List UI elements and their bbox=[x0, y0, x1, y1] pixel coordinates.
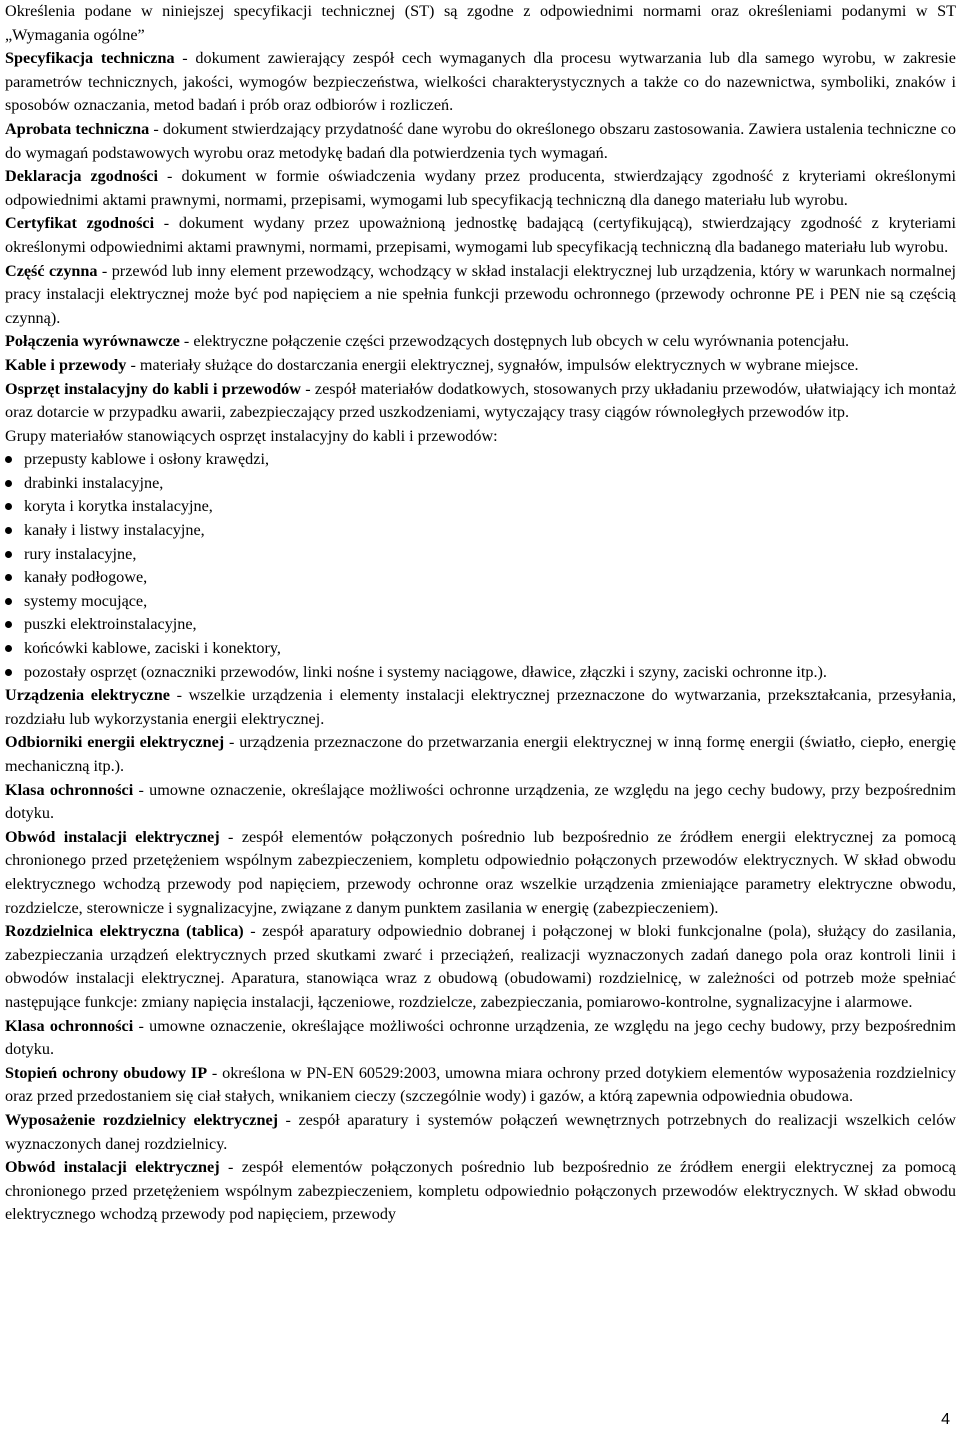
definition-term: Obwód instalacji elektrycznej bbox=[5, 827, 220, 846]
definition-klasa-ochronnosci bbox=[5, 779, 956, 826]
definition-term: Rozdzielnica elektryczna (tablica) bbox=[5, 922, 244, 941]
list-item: drabinki instalacyjne, bbox=[5, 472, 956, 496]
definition-term: Osprzęt instalacyjny do kabli i przewodów bbox=[5, 379, 301, 398]
bullet-icon bbox=[5, 480, 12, 487]
definition-specyfikacja bbox=[5, 47, 956, 118]
definition-polaczenia bbox=[5, 330, 956, 354]
definition-text: - zespół elementów połączonych pośrednio lub bezpośrednio ze źródłem energii elektrycznej za pomocą chronionego przed przetężeniem wspólnym zabezpieczeniem, kompletu odpowiednio połączonych przewodów elektrycznych. W skład obwodu elektrycznego wchodzą przewody pod napięciem, przewody bbox=[5, 1158, 956, 1224]
bullet-icon bbox=[5, 621, 12, 628]
definition-wyposazenie bbox=[5, 1109, 956, 1156]
groups-intro: Grupy materiałów stanowiących osprzęt instalacyjny do kabli i przewodów: bbox=[5, 426, 498, 445]
definition-text: - zespół elementów połączonych pośrednio lub bezpośrednio ze źródłem energii elektrycznej za pomocą chronionego przed przetężeniem wspólnym zabezpieczeniem, kompletu odpowiednio połączonych przewodów elektrycznych. W skład obwodu elektrycznego wchodzą przewody pod napięciem, przewody ochronne oraz wszelkie urządzenia zmieniające parametry elektryczne obwodu, rozdzielcze, sterownicze i sygnalizacyjne, związane z danym punktem zasilania w energię (zabezpieczeniem). bbox=[5, 827, 956, 917]
definition-text: - zespół materiałów dodatkowych, stosowanych przy układaniu przewodów, ułatwiający ich montaż oraz dotarcie w przypadku awarii, zabezpieczający przed uszkodzeniami, wytyczający trasy ciągów równoległych przewodów itp. bbox=[5, 379, 957, 422]
definition-kable bbox=[5, 354, 956, 378]
definition-text: - umowne oznaczenie, określające możliwości ochronne urządzenia, ze względu na jego cechy budowy, przy bezpośrednim dotyku. bbox=[5, 1016, 956, 1059]
intro-paragraph: Określenia podane w niniejszej specyfikacji technicznej (ST) są zgodne z odpowiednimi normami oraz określeniami podanymi w ST „Wymagania ogólne” bbox=[5, 2, 956, 44]
definition-term: Kable i przewody bbox=[5, 355, 127, 374]
definition-text: - dokument w formie oświadczenia wydany przez producenta, stwierdzający zgodność z kryteriami określonymi odpowiednimi aktami prawnymi, normami, przepisami, wymogami lub specyfikacją techniczną dla danego materiału lub wyrobu. bbox=[5, 167, 956, 209]
definition-term: Połączenia wyrównawcze bbox=[5, 332, 180, 351]
bullet-icon bbox=[5, 645, 12, 652]
definition-certyfikat bbox=[5, 212, 956, 259]
document-page bbox=[5, 0, 956, 1227]
list-item: pozostały osprzęt (oznaczniki przewodów, linki nośne i systemy naciągowe, dławice, złączki i szyny, zaciski ochronne itp.). bbox=[5, 661, 956, 685]
definition-klasa-ochronnosci-2 bbox=[5, 1015, 956, 1062]
definition-text: - umowne oznaczenie, określające możliwości ochronne urządzenia, ze względu na jego cechy budowy, przy bezpośrednim dotyku. bbox=[5, 780, 956, 823]
definition-text: - dokument zawierający zespół cech wymaganych dla procesu wytwarzania lub dla samego wyrobu, w zakresie parametrów technicznych, jakości, wymogów bezpieczeństwa, wielkości charakterystycznych a także co do nazewnictwa, symboliki, znaków i sposobów oznaczania, metod badań i prób oraz odbiorów i rozliczeń. bbox=[5, 49, 956, 115]
list-item: systemy mocujące, bbox=[5, 590, 956, 614]
definition-term: Aprobata techniczna bbox=[5, 119, 150, 138]
definition-term: Odbiorniki energii elektrycznej bbox=[5, 733, 225, 752]
bullet-icon bbox=[5, 503, 12, 510]
definition-text: - materiały służące do dostarczania energii elektrycznej, sygnałów, impulsów elektrycznych w wybrane miejsce. bbox=[126, 355, 859, 374]
definition-term: Część czynna bbox=[5, 261, 98, 280]
definition-text: - przewód lub inny element przewodzący, wchodzący w skład instalacji elektrycznej lub urządzenia, który w warunkach normalnej pracy instalacji elektrycznej może być pod napięciem a nie spełnia funkcji przewodu ochronnego (przewody ochronne PE i PEN nie są częścią czynną). bbox=[5, 261, 957, 327]
list-item: kanały podłogowe, bbox=[5, 566, 956, 590]
definition-osprzet bbox=[5, 378, 956, 425]
definition-term: Klasa ochronności bbox=[5, 780, 134, 799]
groups-list bbox=[5, 448, 956, 684]
definition-czesc-czynna bbox=[5, 260, 956, 331]
definition-text: - wszelkie urządzenia i elementy instalacji elektrycznej przeznaczone do wytwarzania, przekształcania, przesyłania, rozdziału lub wykorzystania energii elektrycznej. bbox=[5, 686, 956, 728]
list-item: puszki elektroinstalacyjne, bbox=[5, 613, 956, 637]
list-item: rury instalacyjne, bbox=[5, 543, 956, 567]
definition-odbiorniki bbox=[5, 731, 956, 778]
definition-text: - zespół aparatury odpowiednio dobranej i połączonej w bloki funkcjonalne (pola), służący do zasilania, zabezpieczania urządzeń elektrycznych przed skutkami zwarć i przeciążeń, realizacji wyznaczonych zadań danego pola oraz kontroli linii i obwodów instalacji elektrycznej. Aparatura, stanowiąca wraz z obudową (obudowami) rozdzielnicę, w zależności od potrzeb może spełniać następujące funkcje: zmiany napięcia instalacji, łączeniowe, rozdzielcze, zabezpieczania, pomiarowo-kontrolne, sygnalizacyjne i alarmowe. bbox=[5, 922, 956, 1011]
bullet-icon bbox=[5, 574, 12, 581]
definition-term: Deklaracja zgodności bbox=[5, 167, 158, 186]
definition-term: Stopień ochrony obudowy IP bbox=[5, 1063, 208, 1082]
bullet-icon bbox=[5, 456, 12, 463]
definition-aprobata bbox=[5, 118, 956, 165]
definition-term: Obwód instalacji elektrycznej bbox=[5, 1158, 220, 1177]
definition-urzadzenia bbox=[5, 684, 956, 731]
definition-text: - dokument stwierdzający przydatność dane wyrobu do określonego obszaru zastosowania. Zawiera ustalenia techniczne co do wymagań podstawowych wyrobu oraz metodykę badań dla potwierdzenia tych wymagań. bbox=[5, 119, 956, 162]
definition-stopien-ip bbox=[5, 1062, 956, 1109]
definition-term: Urządzenia elektryczne bbox=[5, 686, 170, 705]
bullet-icon bbox=[5, 598, 12, 605]
definition-term: Certyfikat zgodności bbox=[5, 214, 155, 233]
list-item: kanały i listwy instalacyjne, bbox=[5, 519, 956, 543]
definition-text: - dokument wydany przez upoważnioną jednostkę badającą (certyfikującą), stwierdzający zgodność z kryteriami określonymi odpowiednimi aktami prawnymi, normami, przepisami, wymogami lub specyfikacją techniczną dla badanego materiału lub wyrobu. bbox=[5, 214, 956, 256]
definition-text: - elektryczne połączenie części przewodzących dostępnych lub obcych w celu wyrównania potencjału. bbox=[179, 332, 850, 351]
list-item: koryta i korytka instalacyjne, bbox=[5, 495, 956, 519]
definition-text: - określona w PN-EN 60529:2003, umowna miara ochrony przed dotykiem elementów wyposażenia rozdzielnicy oraz przed przedostaniem się ciał stałych, wnikaniem cieczy (szczególnie wody) i gazów, a którą zapewnia odpowiednia obudowa. bbox=[5, 1063, 956, 1106]
bullet-icon bbox=[5, 669, 12, 676]
definition-obwod-2 bbox=[5, 1156, 956, 1227]
page-number: 4 bbox=[941, 1411, 950, 1428]
definition-text: - urządzenia przeznaczone do przetwarzania energii elektrycznej w inną formę energii (światło, ciepło, energię mechaniczną itp.). bbox=[5, 733, 956, 775]
definition-text: - zespół aparatury i systemów połączeń wewnętrznych potrzebnych do realizacji wszelkich celów wyznaczonych danej rozdzielnicy. bbox=[5, 1110, 956, 1153]
definition-term: Specyfikacja techniczna bbox=[5, 49, 175, 68]
list-item: końcówki kablowe, zaciski i konektory, bbox=[5, 637, 956, 661]
list-item: przepusty kablowe i osłony krawędzi, bbox=[5, 448, 956, 472]
definition-term: Wyposażenie rozdzielnicy elektrycznej bbox=[5, 1110, 279, 1129]
definition-obwod bbox=[5, 826, 956, 920]
definition-deklaracja bbox=[5, 165, 956, 212]
bullet-icon bbox=[5, 551, 12, 558]
bullet-icon bbox=[5, 527, 12, 534]
definition-rozdzielnica bbox=[5, 920, 956, 1014]
definition-term: Klasa ochronności bbox=[5, 1016, 134, 1035]
